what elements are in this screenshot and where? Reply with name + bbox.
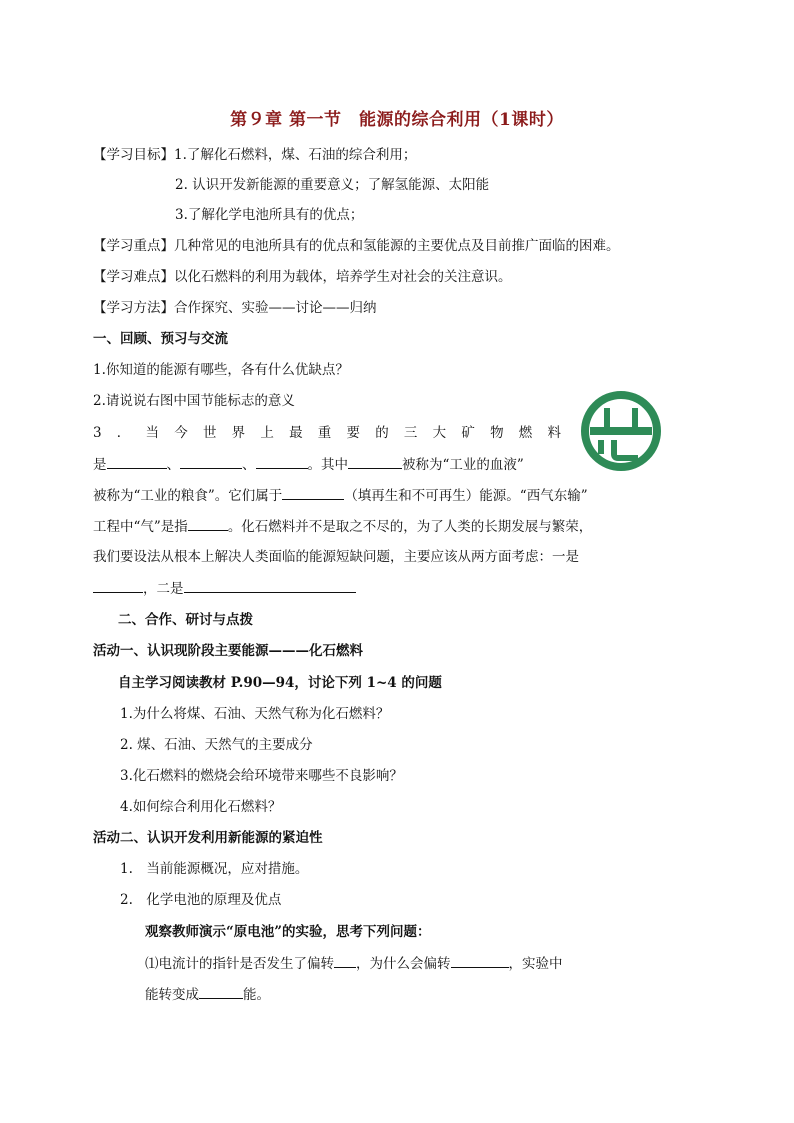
- method-text: 合作探究、实验——讨论——归纳: [174, 300, 377, 316]
- a2-p2a: 能转变成: [145, 987, 199, 1003]
- q3-line4b: 。化石燃料并不是取之不尽的，为了人类的长期发展与繁荣，: [227, 519, 593, 535]
- blank-fuel-2[interactable]: [180, 454, 242, 469]
- question-3-line-1: 3．当今世界上最重要的三大矿物燃料: [93, 425, 561, 441]
- question-3-line-5: 我们要设法从根本上解决人类面临的能源短缺问题，主要应该从两方面考虑：一是: [93, 549, 579, 565]
- activity-1-question-4: 4.如何综合利用化石燃料？: [120, 799, 282, 815]
- activity-1-heading: 活动一、认识现阶段主要能源———化石燃料: [93, 643, 363, 659]
- question-3-line-4: [93, 516, 592, 537]
- question-3-line-2: [93, 454, 524, 475]
- q3-blood: 被称为“工业的血液”: [402, 457, 524, 473]
- q3-line3b: （填再生和不可再生）能源。“西气东输”: [344, 488, 588, 504]
- a2-p1a: ⑴电流计的指针是否发生了偏转: [145, 956, 334, 972]
- a2-p1b: ，为什么会偏转: [356, 956, 451, 972]
- activity-2-intro: 观察教师演示“原电池”的实验，思考下列问题：: [145, 924, 431, 940]
- key-points: [93, 236, 620, 256]
- question-1: 1.你知道的能源有哪些，各有什么优缺点？: [93, 362, 349, 378]
- activity-1-question-1: 1.为什么将煤、石油、天然气称为化石燃料？: [120, 706, 390, 722]
- a2-p1c: ，实验中: [508, 956, 563, 972]
- key-points-label: 【学习重点】: [93, 238, 174, 254]
- method-label: 【学习方法】: [93, 300, 174, 316]
- question-3-line-3: [93, 485, 588, 506]
- goals-label: 【学习目标】: [93, 147, 174, 163]
- activity-1-intro: 自主学习阅读教材 P.90—94，讨论下列 1~4 的问题: [118, 675, 442, 691]
- goal-item-1: 1.了解化石燃料，煤、石油的综合利用；: [174, 147, 417, 163]
- blank-aspect-1[interactable]: [93, 578, 143, 593]
- blank-reason[interactable]: [451, 953, 509, 968]
- blank-aspect-2[interactable]: [184, 578, 356, 593]
- activity-2-question-2: 2. 化学电池的原理及优点: [120, 892, 282, 908]
- q3-line3a: 被称为“工业的粮食”。它们属于: [93, 488, 283, 504]
- activity-2-problem-1-cont: [145, 984, 270, 1005]
- key-points-text: 几种常见的电池所具有的优点和氢能源的主要优点及目前推广面临的困难。: [174, 238, 620, 254]
- learning-goals: [93, 145, 416, 165]
- blank-fuel-3[interactable]: [256, 454, 308, 469]
- q3-mid: 。其中: [307, 457, 348, 473]
- activity-2-heading: 活动二、认识开发利用新能源的紧迫性: [93, 830, 323, 846]
- activity-2-question-1: 1. 当前能源概况，应对措施。: [120, 861, 309, 877]
- page-title: 第９章 第一节 能源的综合利用（1课时）: [230, 110, 564, 130]
- blank-energy[interactable]: [199, 984, 243, 999]
- q3-is: 是: [93, 457, 107, 473]
- blank-fuel-1[interactable]: [107, 454, 167, 469]
- activity-1-question-3: 3.化石燃料的燃烧会给环境带来哪些不良影响？: [120, 768, 403, 784]
- goal-item-3: 3.了解化学电池所具有的优点；: [175, 207, 364, 223]
- question-2: 2.请说说右图中国节能标志的意义: [93, 393, 295, 409]
- blank-industrial-blood[interactable]: [348, 454, 402, 469]
- difficulties-text: 以化石燃料的利用为载体，培养学生对社会的关注意识。: [174, 269, 512, 285]
- china-energy-saving-logo-icon: [580, 390, 662, 472]
- q3-line4a: 工程中“气”是指: [93, 519, 188, 535]
- question-3-line-6: [93, 578, 356, 599]
- blank-deflection[interactable]: [334, 953, 356, 968]
- a2-p2b: 能。: [243, 987, 270, 1003]
- method: [93, 298, 377, 318]
- blank-gas[interactable]: [188, 516, 228, 531]
- section1-heading: 一、回顾、预习与交流: [93, 331, 228, 347]
- activity-2-problem-1: [145, 953, 563, 974]
- q3-sep-2: 、: [242, 457, 256, 473]
- q3-sep-1: 、: [166, 457, 180, 473]
- q3-line6: ，二是: [143, 581, 184, 597]
- difficulties-label: 【学习难点】: [93, 269, 174, 285]
- blank-renewable[interactable]: [282, 485, 344, 500]
- activity-1-question-2: 2. 煤、石油、天然气的主要成分: [120, 737, 313, 753]
- goal-item-2: 2. 认识开发新能源的重要意义；了解氢能源、太阳能: [175, 177, 490, 193]
- difficulties: [93, 267, 512, 287]
- section2-heading: 二、合作、研讨与点拨: [118, 612, 253, 628]
